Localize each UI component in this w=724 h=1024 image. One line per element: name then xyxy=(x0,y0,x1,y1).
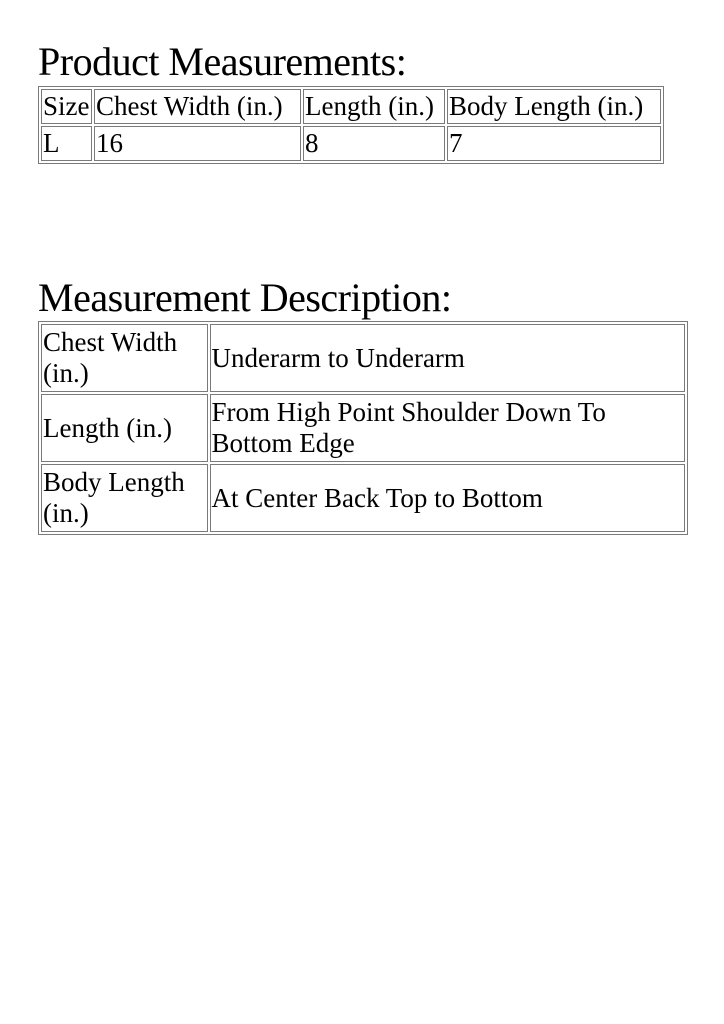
table-header-row xyxy=(41,89,661,124)
header-size: Size xyxy=(41,89,92,124)
term-cell: Body Length (in.) xyxy=(41,464,208,532)
header-body-length: Body Length (in.) xyxy=(447,89,661,124)
cell-size: L xyxy=(41,126,92,161)
header-length: Length (in.) xyxy=(303,89,445,124)
term-cell: Chest Width (in.) xyxy=(41,324,208,392)
header-chest-width: Chest Width (in.) xyxy=(94,89,301,124)
table-row xyxy=(41,464,685,532)
table-row xyxy=(41,324,685,392)
cell-chest-width: 16 xyxy=(94,126,301,161)
description-cell: From High Point Shoulder Down To Bottom Edge xyxy=(210,394,685,462)
term-cell: Length (in.) xyxy=(41,394,208,462)
description-cell: Underarm to Underarm xyxy=(210,324,685,392)
product-measurements-table xyxy=(38,86,664,164)
table-row xyxy=(41,394,685,462)
cell-length: 8 xyxy=(303,126,445,161)
table-row xyxy=(41,126,661,161)
description-cell: At Center Back Top to Bottom xyxy=(210,464,685,532)
measurement-description-table xyxy=(38,321,688,535)
cell-body-length: 7 xyxy=(447,126,661,161)
measurement-description-heading: Measurement Description: xyxy=(38,275,452,320)
product-measurements-heading: Product Measurements: xyxy=(38,39,407,84)
